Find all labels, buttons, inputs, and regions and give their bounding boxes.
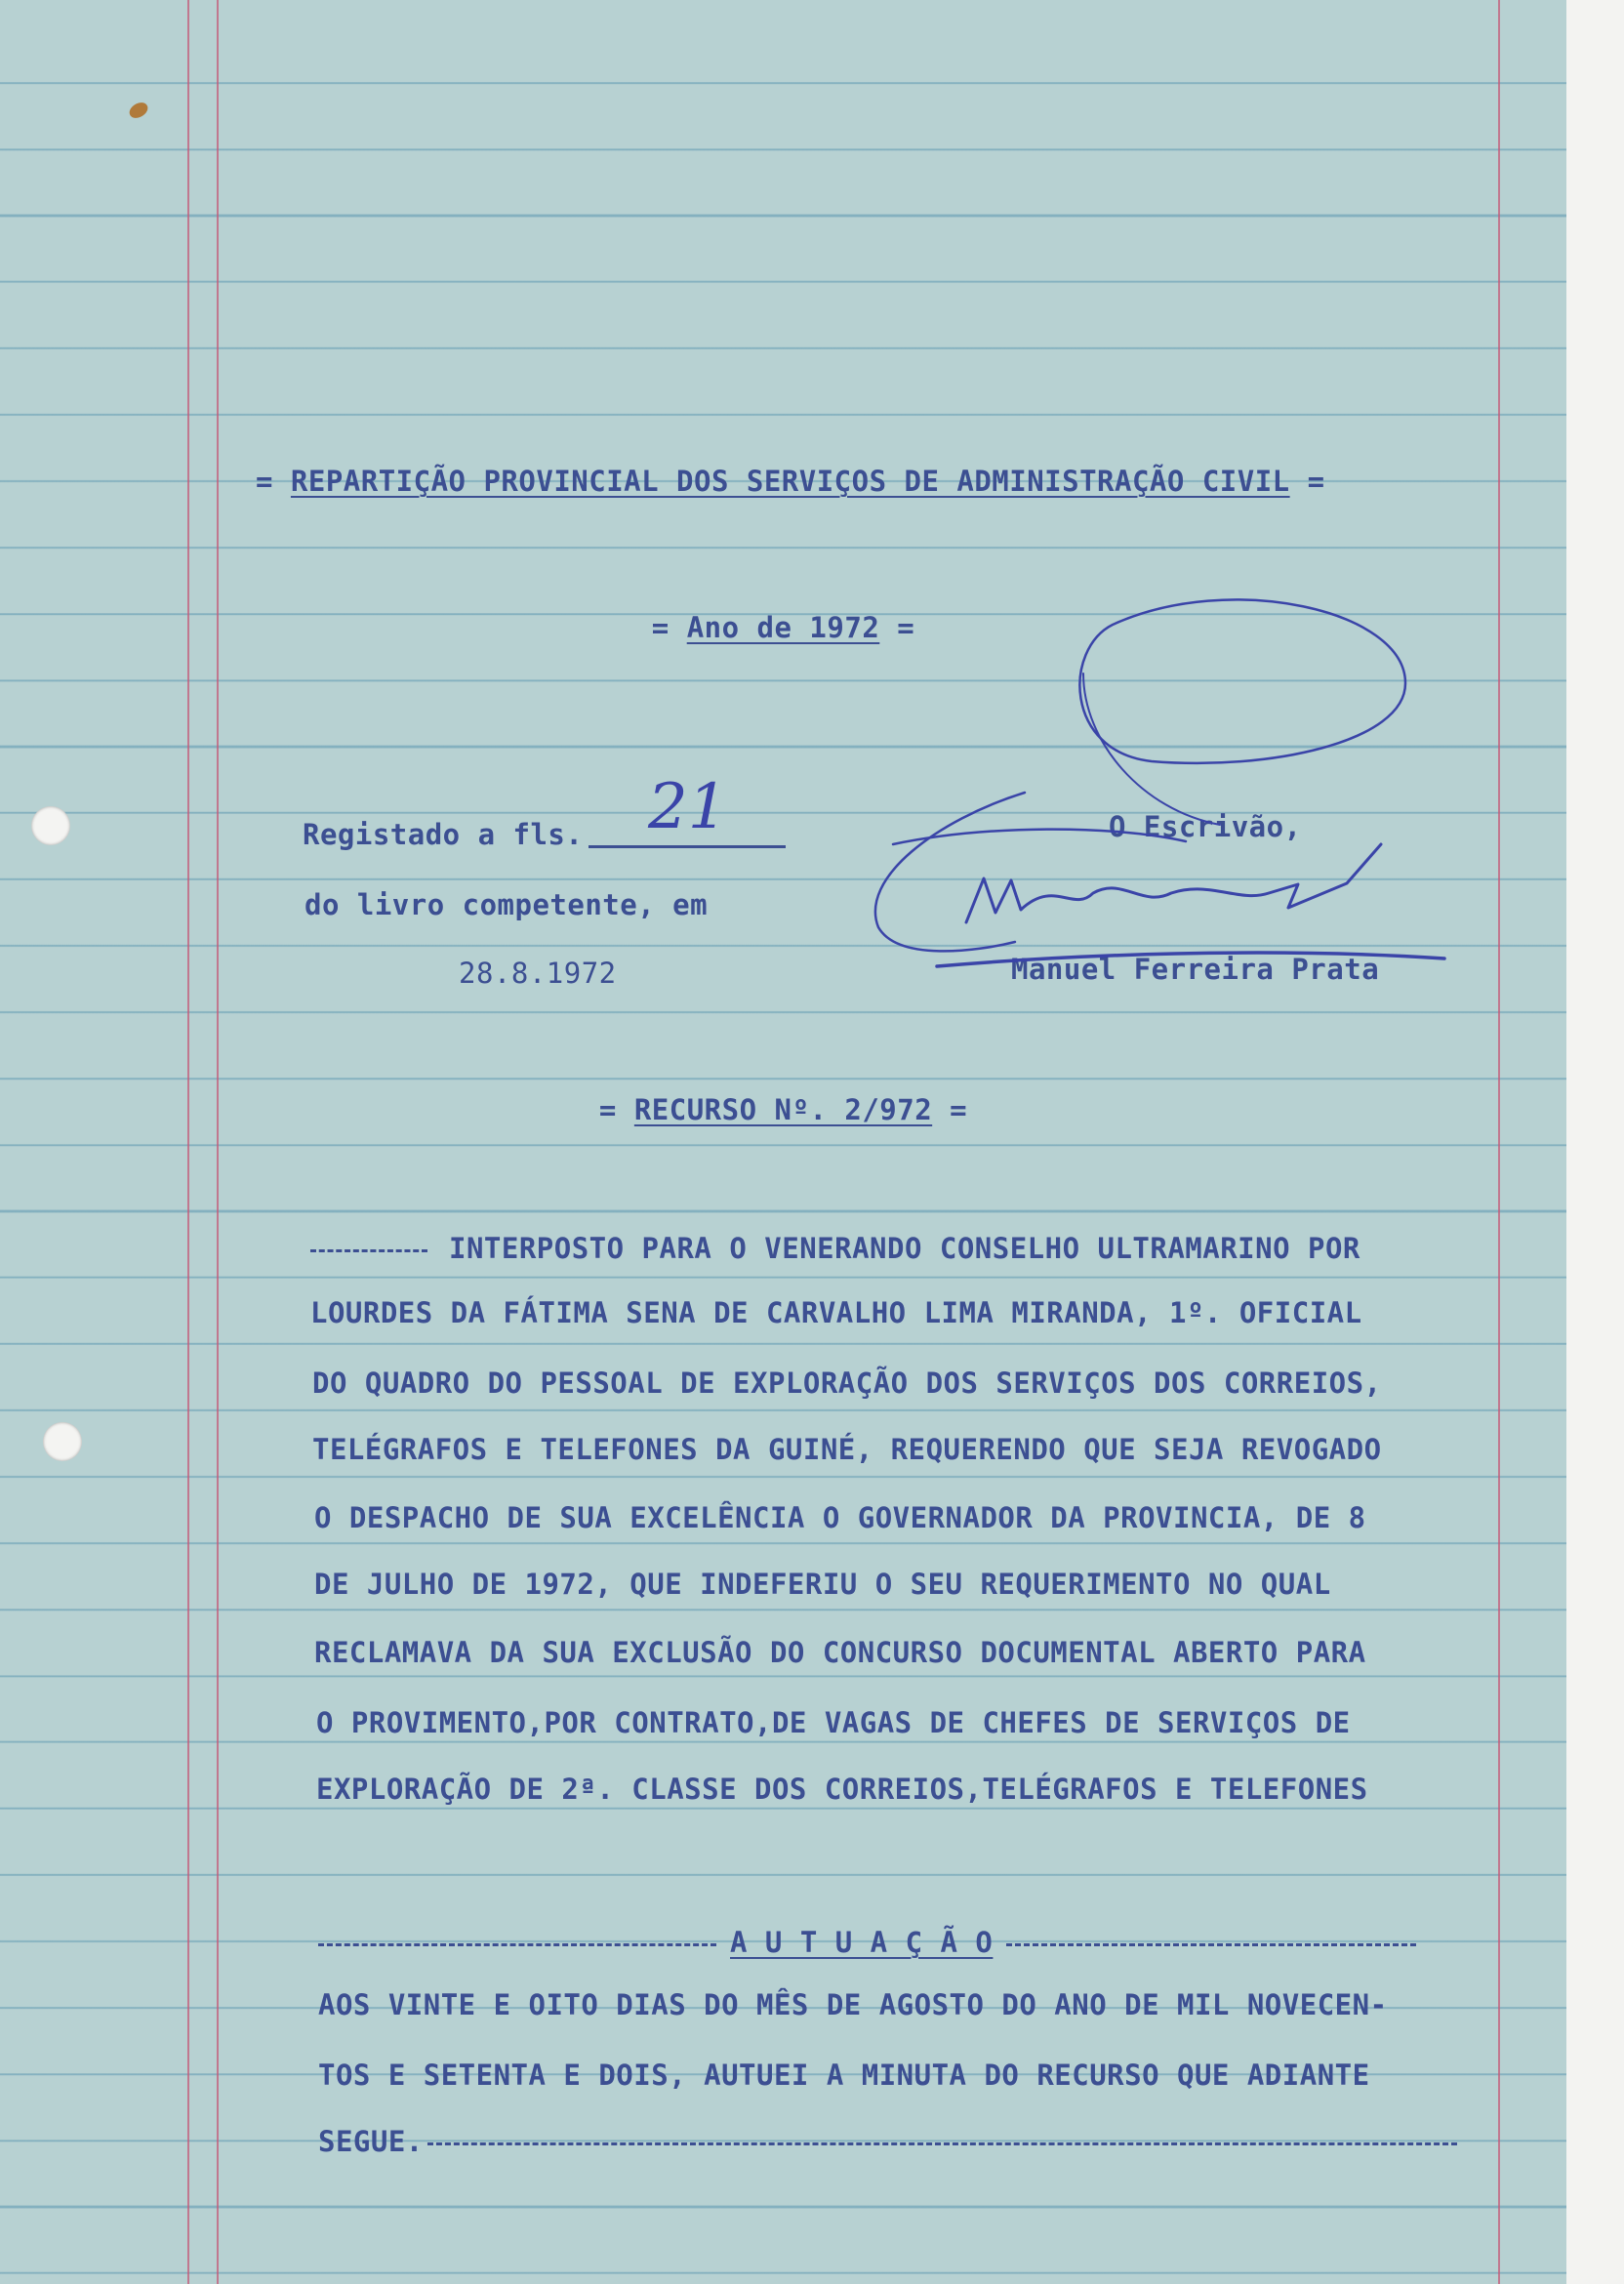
appeal-line: LOURDES DA FÁTIMA SENA DE CARVALHO LIMA MIRANDA, 1º. OFICIAL <box>310 1296 1362 1329</box>
department-title: REPARTIÇÃO PROVINCIAL DOS SERVIÇOS DE ADMINISTRAÇÃO CIVIL <box>290 465 1290 498</box>
appeal-line: TELÉGRAFOS E TELEFONES DA GUINÉ, REQUERENDO QUE SEJA REVOGADO <box>312 1433 1382 1466</box>
registration-label: Registado a fls. <box>303 818 584 851</box>
signature-underline <box>937 953 1444 966</box>
autuacao-line: TOS E SETENTA E DOIS, AUTUEI A MINUTA DO RECURSO QUE ADIANTE <box>318 2059 1370 2092</box>
appeal-line: RECLAMAVA DA SUA EXCLUSÃO DO CONCURSO DOCUMENTAL ABERTO PARA <box>314 1636 1366 1669</box>
seal-sweep-stroke <box>1083 673 1220 825</box>
appeal-line: O DESPACHO DE SUA EXCELÊNCIA O GOVERNADOR DA PROVINCIA, DE 8 <box>314 1501 1366 1534</box>
signature-loop <box>875 793 1025 951</box>
autuacao-heading-line <box>318 1926 1416 1959</box>
department-title-line: = REPARTIÇÃO PROVINCIAL DOS SERVIÇOS DE ADMINISTRAÇÃO CIVIL = <box>256 465 1325 498</box>
appeal-line: EXPLORAÇÃO DE 2ª. CLASSE DOS CORREIOS,TELÉGRAFOS E TELEFONES <box>316 1773 1368 1806</box>
clerk-name: Manuel Ferreira Prata <box>1011 953 1380 986</box>
clerk-role: O Escrivão, <box>1109 810 1302 843</box>
seal-oval <box>1079 599 1405 762</box>
registration-date: 28.8.1972 <box>459 957 617 990</box>
appeal-line: DO QUADRO DO PESSOAL DE EXPLORAÇÃO DOS SERVIÇOS DOS CORREIOS, <box>312 1366 1382 1400</box>
appeal-line: O PROVIMENTO,POR CONTRATO,DE VAGAS DE CHEFES DE SERVIÇOS DE <box>316 1706 1351 1739</box>
appeal-heading-line: = RECURSO Nº. 2/972 = <box>598 1093 968 1126</box>
appeal-line: INTERPOSTO PARA O VENERANDO CONSELHO ULTRAMARINO POR <box>310 1232 1360 1265</box>
signature-scrawl <box>966 844 1381 922</box>
year-line: = Ano de 1972 = <box>651 611 915 644</box>
appeal-heading: RECURSO Nº. 2/972 <box>633 1093 933 1126</box>
appeal-line: DE JULHO DE 1972, QUE INDEFERIU O SEU REQUERIMENTO NO QUAL <box>314 1568 1331 1601</box>
document-year: Ano de 1972 <box>686 611 880 644</box>
folio-number-handwritten: 21 <box>648 771 728 843</box>
registration-line-2: do livro competente, em <box>304 888 709 921</box>
autuacao-line: SEGUE. <box>318 2125 1457 2158</box>
autuacao-line: AOS VINTE E OITO DIAS DO MÊS DE AGOSTO DO ANO DE MIL NOVECEN- <box>318 1988 1388 2021</box>
autuacao-heading: A U T U A Ç Ã O <box>730 1926 994 1959</box>
